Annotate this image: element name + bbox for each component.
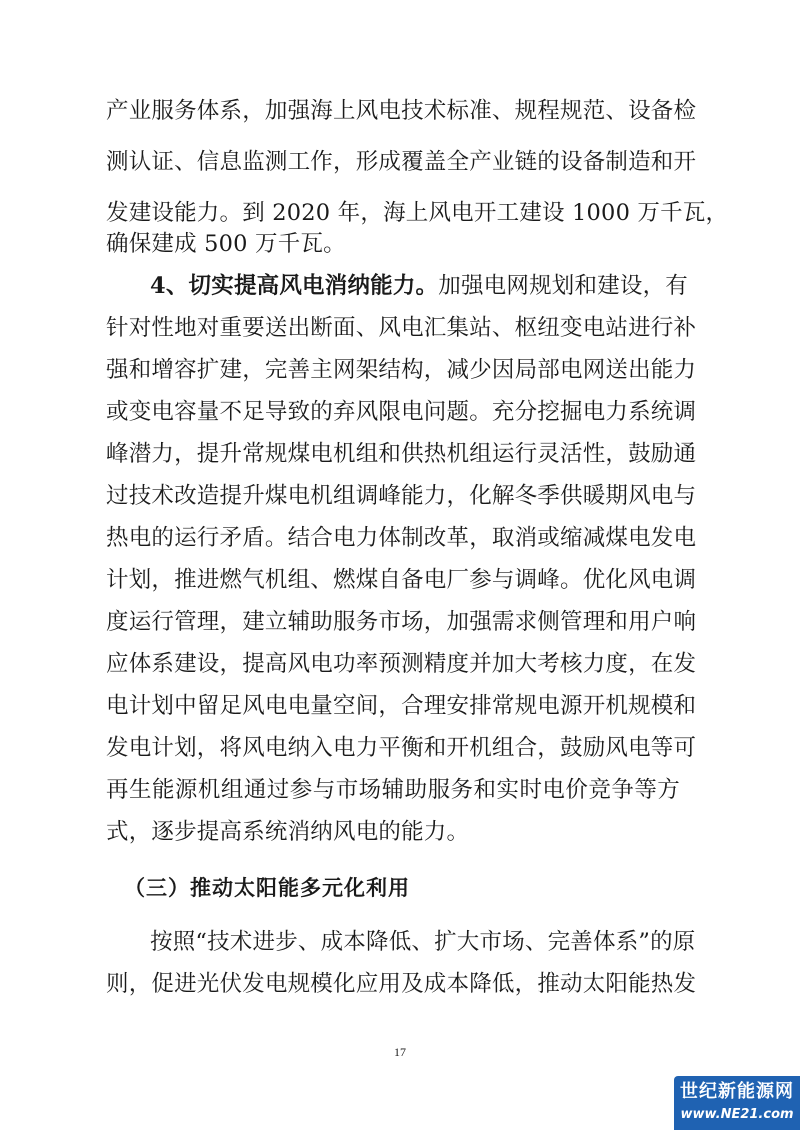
paragraph-2-line-8: 计划，推进燃气机组、燃煤自备电厂参与调峰。优化风电调: [106, 567, 697, 593]
paragraph-2-line-3: 强和增容扩建，完善主网架结构，减少因局部电网送出能力: [106, 357, 697, 383]
paragraph-2-line-2: 针对性地对重要送出断面、风电汇集站、枢纽变电站进行补: [106, 315, 697, 341]
paragraph-2-line-4: 或变电容量不足导致的弃风限电问题。充分挖掘电力系统调: [106, 399, 697, 425]
watermark-url: www.NE21.com: [680, 1107, 794, 1122]
paragraph-3-line-2: 则，促进光伏发电规模化应用及成本降低，推动太阳能热发: [106, 971, 697, 997]
paragraph-1-line-3: 发建设能力。到 2020 年，海上风电开工建设 1000 万千瓦，: [106, 200, 729, 226]
paragraph-3-line-1: 按照“技术进步、成本降低、扩大市场、完善体系”的原: [150, 929, 696, 955]
paragraph-2-line-10: 应体系建设，提高风电功率预测精度并加大考核力度，在发: [106, 651, 697, 677]
paragraph-2-line-11: 电计划中留足风电电量空间，合理安排常规电源开机规模和: [106, 693, 697, 719]
paragraph-1-line-2: 测认证、信息监测工作，形成覆盖全产业链的设备制造和开: [106, 149, 697, 175]
paragraph-2-line-1: [150, 266, 688, 306]
paragraph-2-line-13: 再生能源机组通过参与市场辅助服务和实时电价竞争等方: [106, 777, 680, 803]
paragraph-1-line-4: 确保建成 500 万千瓦。: [106, 231, 346, 257]
paragraph-2-bold-lead: 4、切实提高风电消纳能力。: [150, 273, 439, 299]
paragraph-2-line-9: 度运行管理，建立辅助服务市场，加强需求侧管理和用户响: [106, 609, 697, 635]
paragraph-1-line-1: 产业服务体系，加强海上风电技术标准、规程规范、设备检: [106, 98, 697, 124]
paragraph-2-line-6: 过技术改造提升煤电机组调峰能力，化解冬季供暖期风电与: [106, 483, 697, 509]
paragraph-2-line-7: 热电的运行矛盾。结合电力体制改革，取消或缩减煤电发电: [106, 525, 697, 551]
watermark-name: 世纪新能源网: [680, 1081, 794, 1102]
section-heading: （三）推动太阳能多元化利用: [124, 875, 410, 900]
paragraph-2-line-14: 式，逐步提高系统消纳风电的能力。: [106, 819, 470, 845]
paragraph-2-first-line-rest: 加强电网规划和建设，有: [438, 273, 688, 299]
page-number: 17: [394, 1045, 406, 1059]
site-watermark-logo: [674, 1076, 800, 1130]
paragraph-2-line-5: 峰潜力，提升常规煤电机组和供热机组运行灵活性，鼓励通: [106, 441, 697, 467]
paragraph-2-line-12: 发电计划，将风电纳入电力平衡和开机组合，鼓励风电等可: [106, 735, 697, 761]
